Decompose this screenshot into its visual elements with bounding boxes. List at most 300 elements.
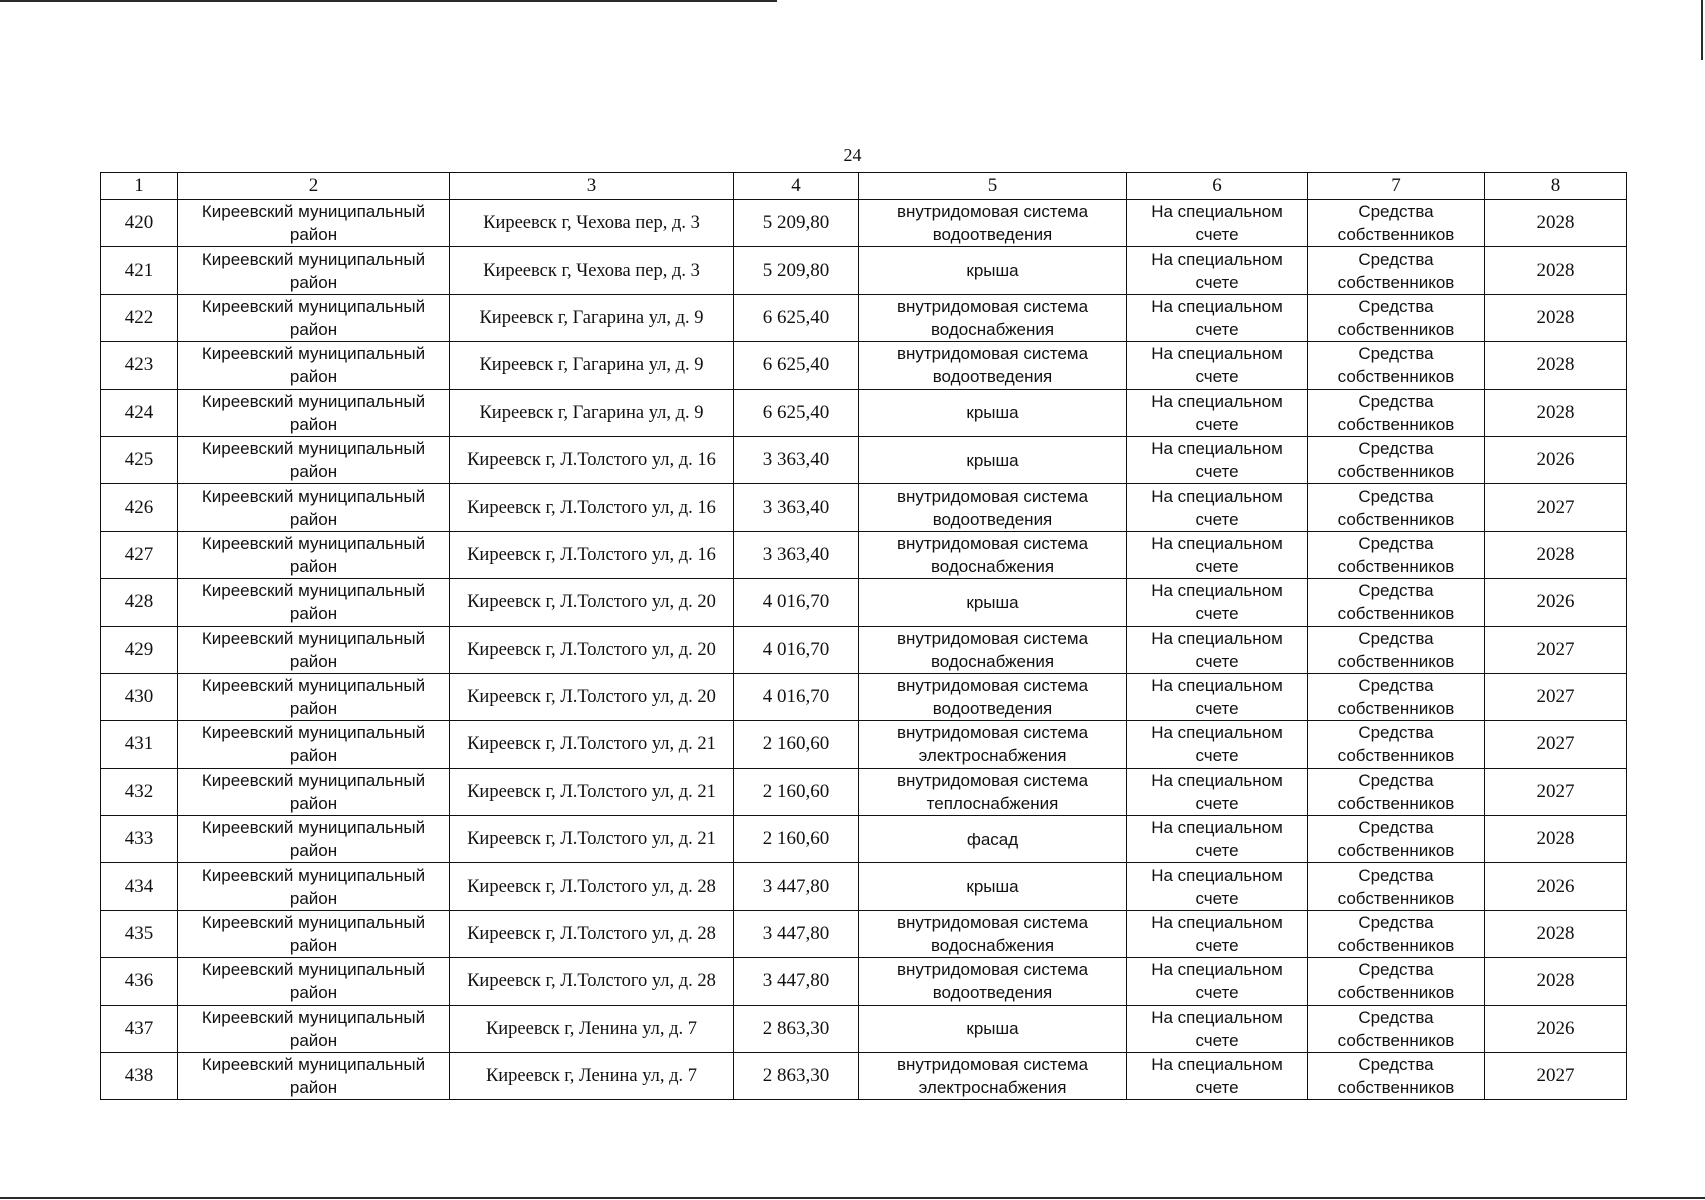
column-header: 1 xyxy=(101,173,178,200)
work-type-line: фасад xyxy=(966,829,1019,849)
funding-line: Средства xyxy=(1358,202,1434,222)
funding-line: Средства xyxy=(1358,818,1434,838)
district-line: район xyxy=(289,651,338,671)
work-type-line: внутридомовая система xyxy=(896,723,1089,743)
address-cell: Киреевск г, Л.Толстого ул, д. 21 xyxy=(450,721,734,768)
funding-cell xyxy=(1308,247,1485,294)
district-line: район xyxy=(289,556,338,576)
work-type-line: крыша xyxy=(966,450,1019,470)
district-cell xyxy=(178,816,450,863)
row-number-cell: 421 xyxy=(101,247,178,294)
year-cell: 2028 xyxy=(1485,958,1627,1005)
district-line: Киреевский муниципальный xyxy=(201,391,426,411)
funding-line: собственников xyxy=(1337,983,1455,1003)
funding-line: Средства xyxy=(1358,391,1434,411)
area-cell: 2 863,30 xyxy=(734,1005,859,1052)
work-type-line: внутридомовая система xyxy=(896,676,1089,696)
table-body xyxy=(101,200,1627,1100)
funding-line: Средства xyxy=(1358,1007,1434,1027)
work-type-cell xyxy=(859,531,1127,578)
district-cell xyxy=(178,294,450,341)
account-cell xyxy=(1127,863,1308,910)
work-type-line: крыша xyxy=(966,592,1019,612)
account-line: счете xyxy=(1195,1078,1239,1098)
district-line: район xyxy=(289,841,338,861)
district-line: район xyxy=(289,793,338,813)
page-number: 24 xyxy=(843,145,862,165)
row-number-cell: 435 xyxy=(101,910,178,957)
address-cell: Киреевск г, Л.Толстого ул, д. 21 xyxy=(450,768,734,815)
work-type-cell xyxy=(859,626,1127,673)
table-row xyxy=(101,768,1627,815)
funding-line: собственников xyxy=(1337,746,1455,766)
area-cell: 2 160,60 xyxy=(734,816,859,863)
year-cell: 2028 xyxy=(1485,816,1627,863)
row-number-cell: 427 xyxy=(101,531,178,578)
year-cell: 2027 xyxy=(1485,626,1627,673)
district-line: Киреевский муниципальный xyxy=(201,628,426,648)
district-line: Киреевский муниципальный xyxy=(201,770,426,790)
address-cell: Киреевск г, Л.Толстого ул, д. 28 xyxy=(450,958,734,1005)
account-line: На специальном xyxy=(1151,391,1283,411)
account-line: счете xyxy=(1195,1030,1239,1050)
address-cell: Киреевск г, Гагарина ул, д. 9 xyxy=(450,389,734,436)
district-line: район xyxy=(289,414,338,434)
column-header: 3 xyxy=(450,173,734,200)
address-cell: Киреевск г, Л.Толстого ул, д. 20 xyxy=(450,579,734,626)
district-line: район xyxy=(289,983,338,1003)
header-row xyxy=(101,173,1627,200)
row-number-cell: 420 xyxy=(101,200,178,247)
funding-line: Средства xyxy=(1358,486,1434,506)
funding-cell xyxy=(1308,200,1485,247)
account-line: На специальном xyxy=(1151,439,1283,459)
funding-line: собственников xyxy=(1337,888,1455,908)
work-type-line: крыша xyxy=(966,403,1019,423)
funding-line: Средства xyxy=(1358,1055,1434,1075)
row-number-cell: 431 xyxy=(101,721,178,768)
address-cell: Киреевск г, Л.Толстого ул, д. 16 xyxy=(450,531,734,578)
row-number-cell: 430 xyxy=(101,673,178,720)
table-row xyxy=(101,673,1627,720)
funding-line: Средства xyxy=(1358,865,1434,885)
account-cell xyxy=(1127,579,1308,626)
account-line: счете xyxy=(1195,367,1239,387)
account-line: На специальном xyxy=(1151,344,1283,364)
work-type-line: крыша xyxy=(966,877,1019,897)
row-number-cell: 436 xyxy=(101,958,178,1005)
year-cell: 2027 xyxy=(1485,768,1627,815)
account-line: счете xyxy=(1195,509,1239,529)
district-line: Киреевский муниципальный xyxy=(201,913,426,933)
year-cell: 2026 xyxy=(1485,436,1627,483)
area-cell: 2 160,60 xyxy=(734,721,859,768)
account-line: счете xyxy=(1195,841,1239,861)
funding-cell xyxy=(1308,294,1485,341)
work-type-cell xyxy=(859,1053,1127,1100)
funding-line: Средства xyxy=(1358,249,1434,269)
table-row xyxy=(101,484,1627,531)
account-line: На специальном xyxy=(1151,1055,1283,1075)
account-line: счете xyxy=(1195,319,1239,339)
year-cell: 2028 xyxy=(1485,342,1627,389)
account-line: счете xyxy=(1195,983,1239,1003)
row-number-cell: 437 xyxy=(101,1005,178,1052)
district-cell xyxy=(178,1053,450,1100)
funding-cell xyxy=(1308,531,1485,578)
funding-line: собственников xyxy=(1337,462,1455,482)
account-cell xyxy=(1127,816,1308,863)
area-cell: 3 447,80 xyxy=(734,910,859,957)
table-row xyxy=(101,200,1627,247)
funding-cell xyxy=(1308,768,1485,815)
funding-line: собственников xyxy=(1337,936,1455,956)
funding-cell xyxy=(1308,626,1485,673)
area-cell: 6 625,40 xyxy=(734,294,859,341)
area-cell: 3 447,80 xyxy=(734,863,859,910)
row-number-cell: 426 xyxy=(101,484,178,531)
scan-edge-right xyxy=(1701,0,1703,60)
district-cell xyxy=(178,673,450,720)
work-type-line: водоотведения xyxy=(932,509,1053,529)
area-cell: 4 016,70 xyxy=(734,673,859,720)
work-type-cell xyxy=(859,673,1127,720)
district-line: район xyxy=(289,462,338,482)
account-line: счете xyxy=(1195,936,1239,956)
table-row xyxy=(101,531,1627,578)
account-cell xyxy=(1127,958,1308,1005)
account-line: На специальном xyxy=(1151,1007,1283,1027)
account-cell xyxy=(1127,626,1308,673)
column-header: 5 xyxy=(859,173,1127,200)
funding-line: собственников xyxy=(1337,414,1455,434)
account-cell xyxy=(1127,436,1308,483)
address-cell: Киреевск г, Л.Толстого ул, д. 16 xyxy=(450,484,734,531)
area-cell: 2 160,60 xyxy=(734,768,859,815)
account-cell xyxy=(1127,673,1308,720)
work-type-line: водоснабжения xyxy=(930,936,1055,956)
account-line: На специальном xyxy=(1151,676,1283,696)
work-type-line: водоотведения xyxy=(932,699,1053,719)
district-cell xyxy=(178,342,450,389)
table-row xyxy=(101,247,1627,294)
work-type-cell xyxy=(859,721,1127,768)
area-cell: 3 363,40 xyxy=(734,531,859,578)
work-type-line: водоснабжения xyxy=(930,651,1055,671)
account-cell xyxy=(1127,342,1308,389)
funding-line: Средства xyxy=(1358,723,1434,743)
work-type-line: теплоснабжения xyxy=(926,793,1059,813)
district-line: район xyxy=(289,319,338,339)
table-row xyxy=(101,958,1627,1005)
account-cell xyxy=(1127,531,1308,578)
district-cell xyxy=(178,1005,450,1052)
address-cell: Киреевск г, Л.Толстого ул, д. 20 xyxy=(450,673,734,720)
funding-line: собственников xyxy=(1337,272,1455,292)
row-number-cell: 429 xyxy=(101,626,178,673)
district-cell xyxy=(178,531,450,578)
account-cell xyxy=(1127,768,1308,815)
year-cell: 2027 xyxy=(1485,1053,1627,1100)
account-cell xyxy=(1127,721,1308,768)
funding-line: собственников xyxy=(1337,225,1455,245)
area-cell: 4 016,70 xyxy=(734,579,859,626)
table-row xyxy=(101,342,1627,389)
district-line: район xyxy=(289,225,338,245)
work-type-line: внутридомовая система xyxy=(896,913,1089,933)
table-row xyxy=(101,436,1627,483)
table-row xyxy=(101,1053,1627,1100)
funding-cell xyxy=(1308,673,1485,720)
account-line: счете xyxy=(1195,272,1239,292)
funding-cell xyxy=(1308,436,1485,483)
account-line: счете xyxy=(1195,651,1239,671)
funding-line: собственников xyxy=(1337,699,1455,719)
account-cell xyxy=(1127,389,1308,436)
district-line: Киреевский муниципальный xyxy=(201,1007,426,1027)
funding-line: собственников xyxy=(1337,793,1455,813)
column-header: 6 xyxy=(1127,173,1308,200)
address-cell: Киреевск г, Л.Толстого ул, д. 28 xyxy=(450,910,734,957)
year-cell: 2028 xyxy=(1485,531,1627,578)
table-row xyxy=(101,816,1627,863)
account-line: счете xyxy=(1195,462,1239,482)
account-cell xyxy=(1127,294,1308,341)
account-line: На специальном xyxy=(1151,818,1283,838)
funding-line: Средства xyxy=(1358,296,1434,316)
work-type-line: электроснабжения xyxy=(918,746,1067,766)
year-cell: 2028 xyxy=(1485,910,1627,957)
district-line: Киреевский муниципальный xyxy=(201,676,426,696)
year-cell: 2027 xyxy=(1485,673,1627,720)
table-row xyxy=(101,294,1627,341)
work-type-cell xyxy=(859,958,1127,1005)
district-cell xyxy=(178,389,450,436)
funding-line: Средства xyxy=(1358,770,1434,790)
district-line: район xyxy=(289,272,338,292)
funding-line: собственников xyxy=(1337,1030,1455,1050)
district-line: район xyxy=(289,367,338,387)
district-line: район xyxy=(289,699,338,719)
address-cell: Киреевск г, Л.Толстого ул, д. 20 xyxy=(450,626,734,673)
district-line: район xyxy=(289,509,338,529)
registry-table xyxy=(100,172,1627,1100)
account-line: счете xyxy=(1195,414,1239,434)
column-header: 2 xyxy=(178,173,450,200)
work-type-line: внутридомовая система xyxy=(896,960,1089,980)
work-type-line: водоотведения xyxy=(932,983,1053,1003)
district-line: Киреевский муниципальный xyxy=(201,865,426,885)
district-line: Киреевский муниципальный xyxy=(201,486,426,506)
funding-line: собственников xyxy=(1337,604,1455,624)
work-type-line: внутридомовая система xyxy=(896,628,1089,648)
table-row xyxy=(101,910,1627,957)
work-type-line: водоотведения xyxy=(932,367,1053,387)
area-cell: 3 363,40 xyxy=(734,484,859,531)
address-cell: Киреевск г, Л.Толстого ул, д. 21 xyxy=(450,816,734,863)
row-number-cell: 438 xyxy=(101,1053,178,1100)
funding-line: собственников xyxy=(1337,319,1455,339)
year-cell: 2026 xyxy=(1485,579,1627,626)
work-type-cell xyxy=(859,436,1127,483)
address-cell: Киреевск г, Ленина ул, д. 7 xyxy=(450,1005,734,1052)
district-cell xyxy=(178,247,450,294)
district-cell xyxy=(178,200,450,247)
funding-cell xyxy=(1308,958,1485,1005)
funding-line: Средства xyxy=(1358,344,1434,364)
account-line: счете xyxy=(1195,604,1239,624)
funding-line: собственников xyxy=(1337,1078,1455,1098)
district-line: Киреевский муниципальный xyxy=(201,296,426,316)
year-cell: 2026 xyxy=(1485,1005,1627,1052)
district-line: Киреевский муниципальный xyxy=(201,344,426,364)
year-cell: 2027 xyxy=(1485,484,1627,531)
year-cell: 2028 xyxy=(1485,200,1627,247)
year-cell: 2028 xyxy=(1485,294,1627,341)
account-line: На специальном xyxy=(1151,533,1283,553)
row-number-cell: 423 xyxy=(101,342,178,389)
work-type-line: внутридомовая система xyxy=(896,533,1089,553)
area-cell: 3 447,80 xyxy=(734,958,859,1005)
account-line: На специальном xyxy=(1151,581,1283,601)
work-type-cell xyxy=(859,342,1127,389)
district-cell xyxy=(178,626,450,673)
district-line: район xyxy=(289,1030,338,1050)
district-cell xyxy=(178,863,450,910)
work-type-line: внутридомовая система xyxy=(896,202,1089,222)
work-type-cell xyxy=(859,294,1127,341)
district-line: район xyxy=(289,888,338,908)
district-cell xyxy=(178,484,450,531)
district-cell xyxy=(178,768,450,815)
address-cell: Киреевск г, Гагарина ул, д. 9 xyxy=(450,294,734,341)
row-number-cell: 428 xyxy=(101,579,178,626)
row-number-cell: 432 xyxy=(101,768,178,815)
area-cell: 5 209,80 xyxy=(734,247,859,294)
account-line: счете xyxy=(1195,699,1239,719)
account-line: счете xyxy=(1195,888,1239,908)
address-cell: Киреевск г, Чехова пер, д. 3 xyxy=(450,247,734,294)
account-cell xyxy=(1127,200,1308,247)
funding-cell xyxy=(1308,721,1485,768)
year-cell: 2026 xyxy=(1485,863,1627,910)
table-row xyxy=(101,389,1627,436)
district-cell xyxy=(178,721,450,768)
funding-cell xyxy=(1308,389,1485,436)
district-line: Киреевский муниципальный xyxy=(201,439,426,459)
account-line: счете xyxy=(1195,746,1239,766)
scan-edge-top xyxy=(0,0,777,2)
table-row xyxy=(101,579,1627,626)
account-line: На специальном xyxy=(1151,960,1283,980)
district-line: район xyxy=(289,604,338,624)
account-line: На специальном xyxy=(1151,723,1283,743)
district-line: Киреевский муниципальный xyxy=(201,202,426,222)
work-type-line: электроснабжения xyxy=(918,1078,1067,1098)
row-number-cell: 425 xyxy=(101,436,178,483)
district-line: Киреевский муниципальный xyxy=(201,960,426,980)
area-cell: 4 016,70 xyxy=(734,626,859,673)
district-cell xyxy=(178,436,450,483)
work-type-line: водоотведения xyxy=(932,225,1053,245)
row-number-cell: 422 xyxy=(101,294,178,341)
work-type-line: крыша xyxy=(966,261,1019,281)
account-cell xyxy=(1127,1005,1308,1052)
funding-line: Средства xyxy=(1358,628,1434,648)
row-number-cell: 434 xyxy=(101,863,178,910)
district-cell xyxy=(178,579,450,626)
account-line: счете xyxy=(1195,556,1239,576)
table-row xyxy=(101,863,1627,910)
district-line: район xyxy=(289,936,338,956)
work-type-cell xyxy=(859,247,1127,294)
district-line: Киреевский муниципальный xyxy=(201,581,426,601)
account-cell xyxy=(1127,484,1308,531)
funding-cell xyxy=(1308,910,1485,957)
work-type-line: внутридомовая система xyxy=(896,296,1089,316)
work-type-cell xyxy=(859,579,1127,626)
row-number-cell: 424 xyxy=(101,389,178,436)
account-cell xyxy=(1127,910,1308,957)
work-type-cell xyxy=(859,200,1127,247)
work-type-line: внутридомовая система xyxy=(896,770,1089,790)
address-cell: Киреевск г, Гагарина ул, д. 9 xyxy=(450,342,734,389)
district-line: район xyxy=(289,1078,338,1098)
work-type-cell xyxy=(859,484,1127,531)
year-cell: 2028 xyxy=(1485,389,1627,436)
account-line: На специальном xyxy=(1151,249,1283,269)
work-type-line: внутридомовая система xyxy=(896,1055,1089,1075)
area-cell: 2 863,30 xyxy=(734,1053,859,1100)
district-line: Киреевский муниципальный xyxy=(201,533,426,553)
account-line: На специальном xyxy=(1151,913,1283,933)
year-cell: 2028 xyxy=(1485,247,1627,294)
account-line: На специальном xyxy=(1151,486,1283,506)
address-cell: Киреевск г, Чехова пер, д. 3 xyxy=(450,200,734,247)
work-type-line: внутридомовая система xyxy=(896,344,1089,364)
work-type-cell xyxy=(859,389,1127,436)
district-cell xyxy=(178,958,450,1005)
table-row xyxy=(101,721,1627,768)
year-cell: 2027 xyxy=(1485,721,1627,768)
account-line: На специальном xyxy=(1151,770,1283,790)
district-line: район xyxy=(289,746,338,766)
area-cell: 3 363,40 xyxy=(734,436,859,483)
work-type-line: крыша xyxy=(966,1019,1019,1039)
account-line: На специальном xyxy=(1151,202,1283,222)
district-line: Киреевский муниципальный xyxy=(201,723,426,743)
funding-line: Средства xyxy=(1358,913,1434,933)
funding-line: Средства xyxy=(1358,960,1434,980)
account-line: На специальном xyxy=(1151,865,1283,885)
funding-cell xyxy=(1308,342,1485,389)
address-cell: Киреевск г, Л.Толстого ул, д. 16 xyxy=(450,436,734,483)
work-type-line: водоснабжения xyxy=(930,319,1055,339)
account-cell xyxy=(1127,247,1308,294)
work-type-cell xyxy=(859,863,1127,910)
area-cell: 6 625,40 xyxy=(734,342,859,389)
funding-cell xyxy=(1308,816,1485,863)
funding-cell xyxy=(1308,863,1485,910)
funding-cell xyxy=(1308,1053,1485,1100)
row-number-cell: 433 xyxy=(101,816,178,863)
district-line: Киреевский муниципальный xyxy=(201,818,426,838)
area-cell: 6 625,40 xyxy=(734,389,859,436)
funding-line: собственников xyxy=(1337,651,1455,671)
district-line: Киреевский муниципальный xyxy=(201,1055,426,1075)
column-header: 8 xyxy=(1485,173,1627,200)
funding-line: Средства xyxy=(1358,533,1434,553)
